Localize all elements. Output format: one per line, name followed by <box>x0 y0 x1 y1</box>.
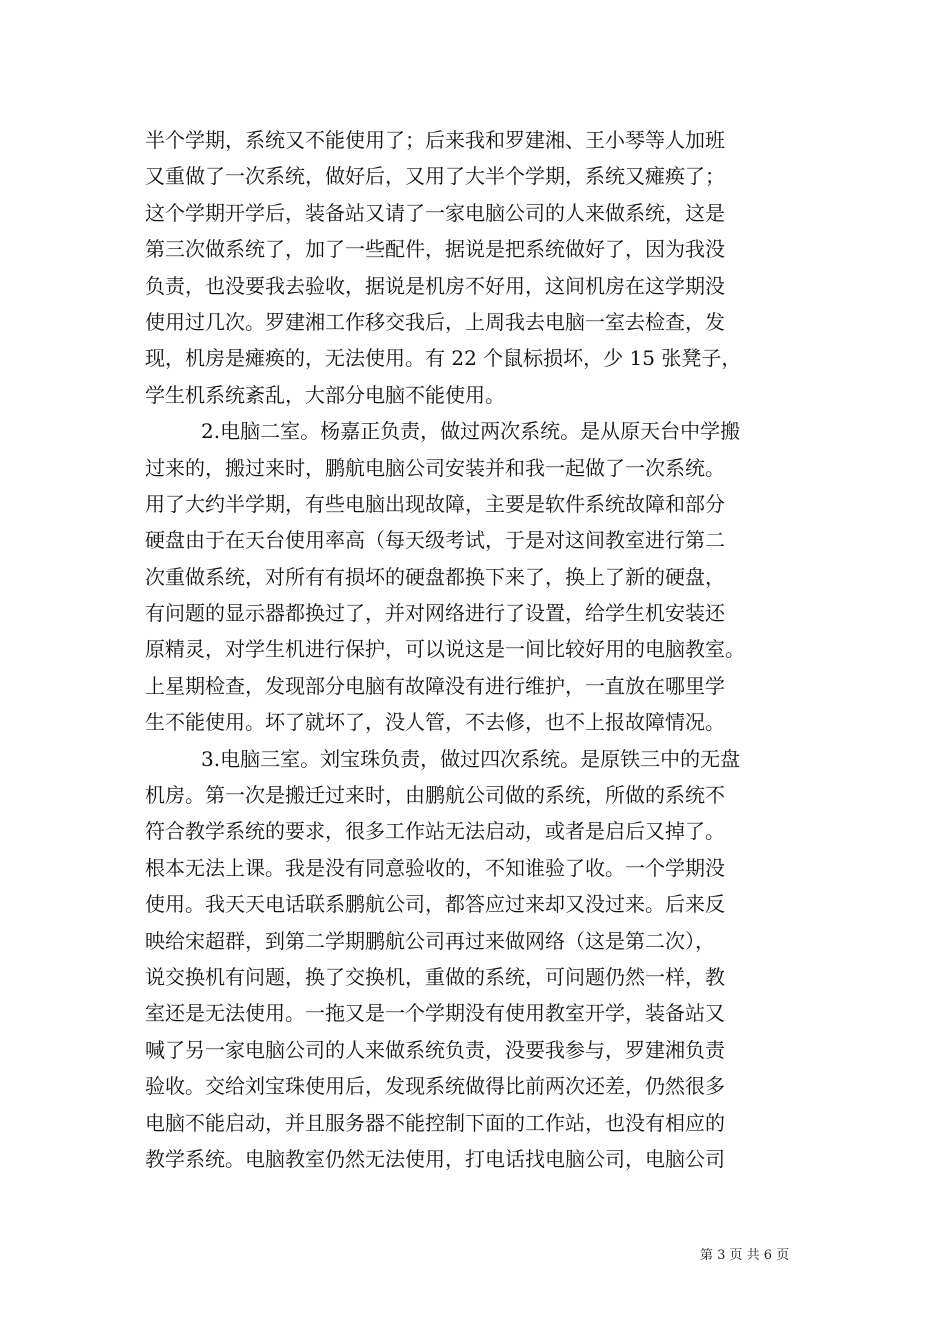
text-line: 半个学期，系统又不能使用了；后来我和罗建湘、王小琴等人加班 <box>145 128 725 152</box>
text-line: 过来的，搬过来时，鹏航电脑公司安装并和我一起做了一次系统。 <box>145 455 725 480</box>
page-number-footer: 第 3 页 共 6 页 <box>700 1248 790 1263</box>
text-line: 符合教学系统的要求，很多工作站无法启动，或者是启后又掉了。 <box>145 819 725 844</box>
text-line: 第三次做系统了，加了一些配件，据说是把系统做好了，因为我没 <box>145 237 725 262</box>
document-body <box>145 122 805 1177</box>
text-line: 次重做系统，对所有有损坏的硬盘都换下来了，换上了新的硬盘， <box>145 564 725 589</box>
text-line: 机房。第一次是搬迁过来时，由鹏航公司做的系统，所做的系统不 <box>145 783 725 808</box>
text-line: 使用。我天天电话联系鹏航公司，都答应过来却又没过来。后来反 <box>145 892 725 917</box>
text-line: 室还是无法使用。一拖又是一个学期没有使用教室开学，装备站又 <box>145 1001 725 1026</box>
text-line: 上星期检查，发现部分电脑有故障没有进行维护，一直放在哪里学 <box>145 673 725 698</box>
text-line: 有问题的显示器都换过了，并对网络进行了设置，给学生机安装还 <box>145 601 725 626</box>
text-line: 电脑不能启动，并且服务器不能控制下面的工作站，也没有相应的 <box>145 1110 725 1135</box>
text-line: 验收。交给刘宝珠使用后，发现系统做得比前两次还差，仍然很多 <box>145 1074 725 1099</box>
text-line: 负责，也没要我去验收，据说是机房不好用，这间机房在这学期没 <box>145 273 725 298</box>
text-line: 根本无法上课。我是没有同意验收的，不知谁验了收。一个学期没 <box>145 855 725 880</box>
text-line: 生不能使用。坏了就坏了，没人管，不去修，也不上报故障情况。 <box>145 710 725 735</box>
text-line: 使用过几次。罗建湘工作移交我后，上周我去电脑一室去检查，发 <box>145 309 725 334</box>
text-line: 用了大约半学期，有些电脑出现故障，主要是软件系统故障和部分 <box>145 491 725 516</box>
text-line: 现，机房是瘫痪的，无法使用。有 22 个鼠标损坏，少 15 张凳子， <box>145 346 742 371</box>
text-line: 又重做了一次系统，做好后，又用了大半个学期，系统又瘫痪了； <box>145 164 725 189</box>
text-line: 原精灵，对学生机进行保护，可以说这是一间比较好用的电脑教室。 <box>145 637 745 662</box>
text-line: 说交换机有问题，换了交换机，重做的系统，可问题仍然一样，教 <box>145 964 725 989</box>
text-line: 学生机系统紊乱，大部分电脑不能使用。 <box>145 382 505 407</box>
text-line: 教学系统。电脑教室仍然无法使用，打电话找电脑公司，电脑公司 <box>145 1146 725 1171</box>
text-line: 硬盘由于在天台使用率高（每天级考试，于是对这间教室进行第二 <box>145 528 725 553</box>
text-line: 这个学期开学后，装备站又请了一家电脑公司的人来做系统，这是 <box>145 200 725 225</box>
paragraph-start-line: 2.电脑二室。杨嘉正负责，做过两次系统。是从原天台中学搬 <box>201 419 741 444</box>
paragraph-start-line: 3.电脑三室。刘宝珠负责，做过四次系统。是原铁三中的无盘 <box>201 746 741 771</box>
text-line: 喊了另一家电脑公司的人来做系统负责，没要我参与，罗建湘负责 <box>145 1037 725 1062</box>
text-line: 映给宋超群，到第二学期鹏航公司再过来做网络（这是第二次）， <box>145 928 715 953</box>
